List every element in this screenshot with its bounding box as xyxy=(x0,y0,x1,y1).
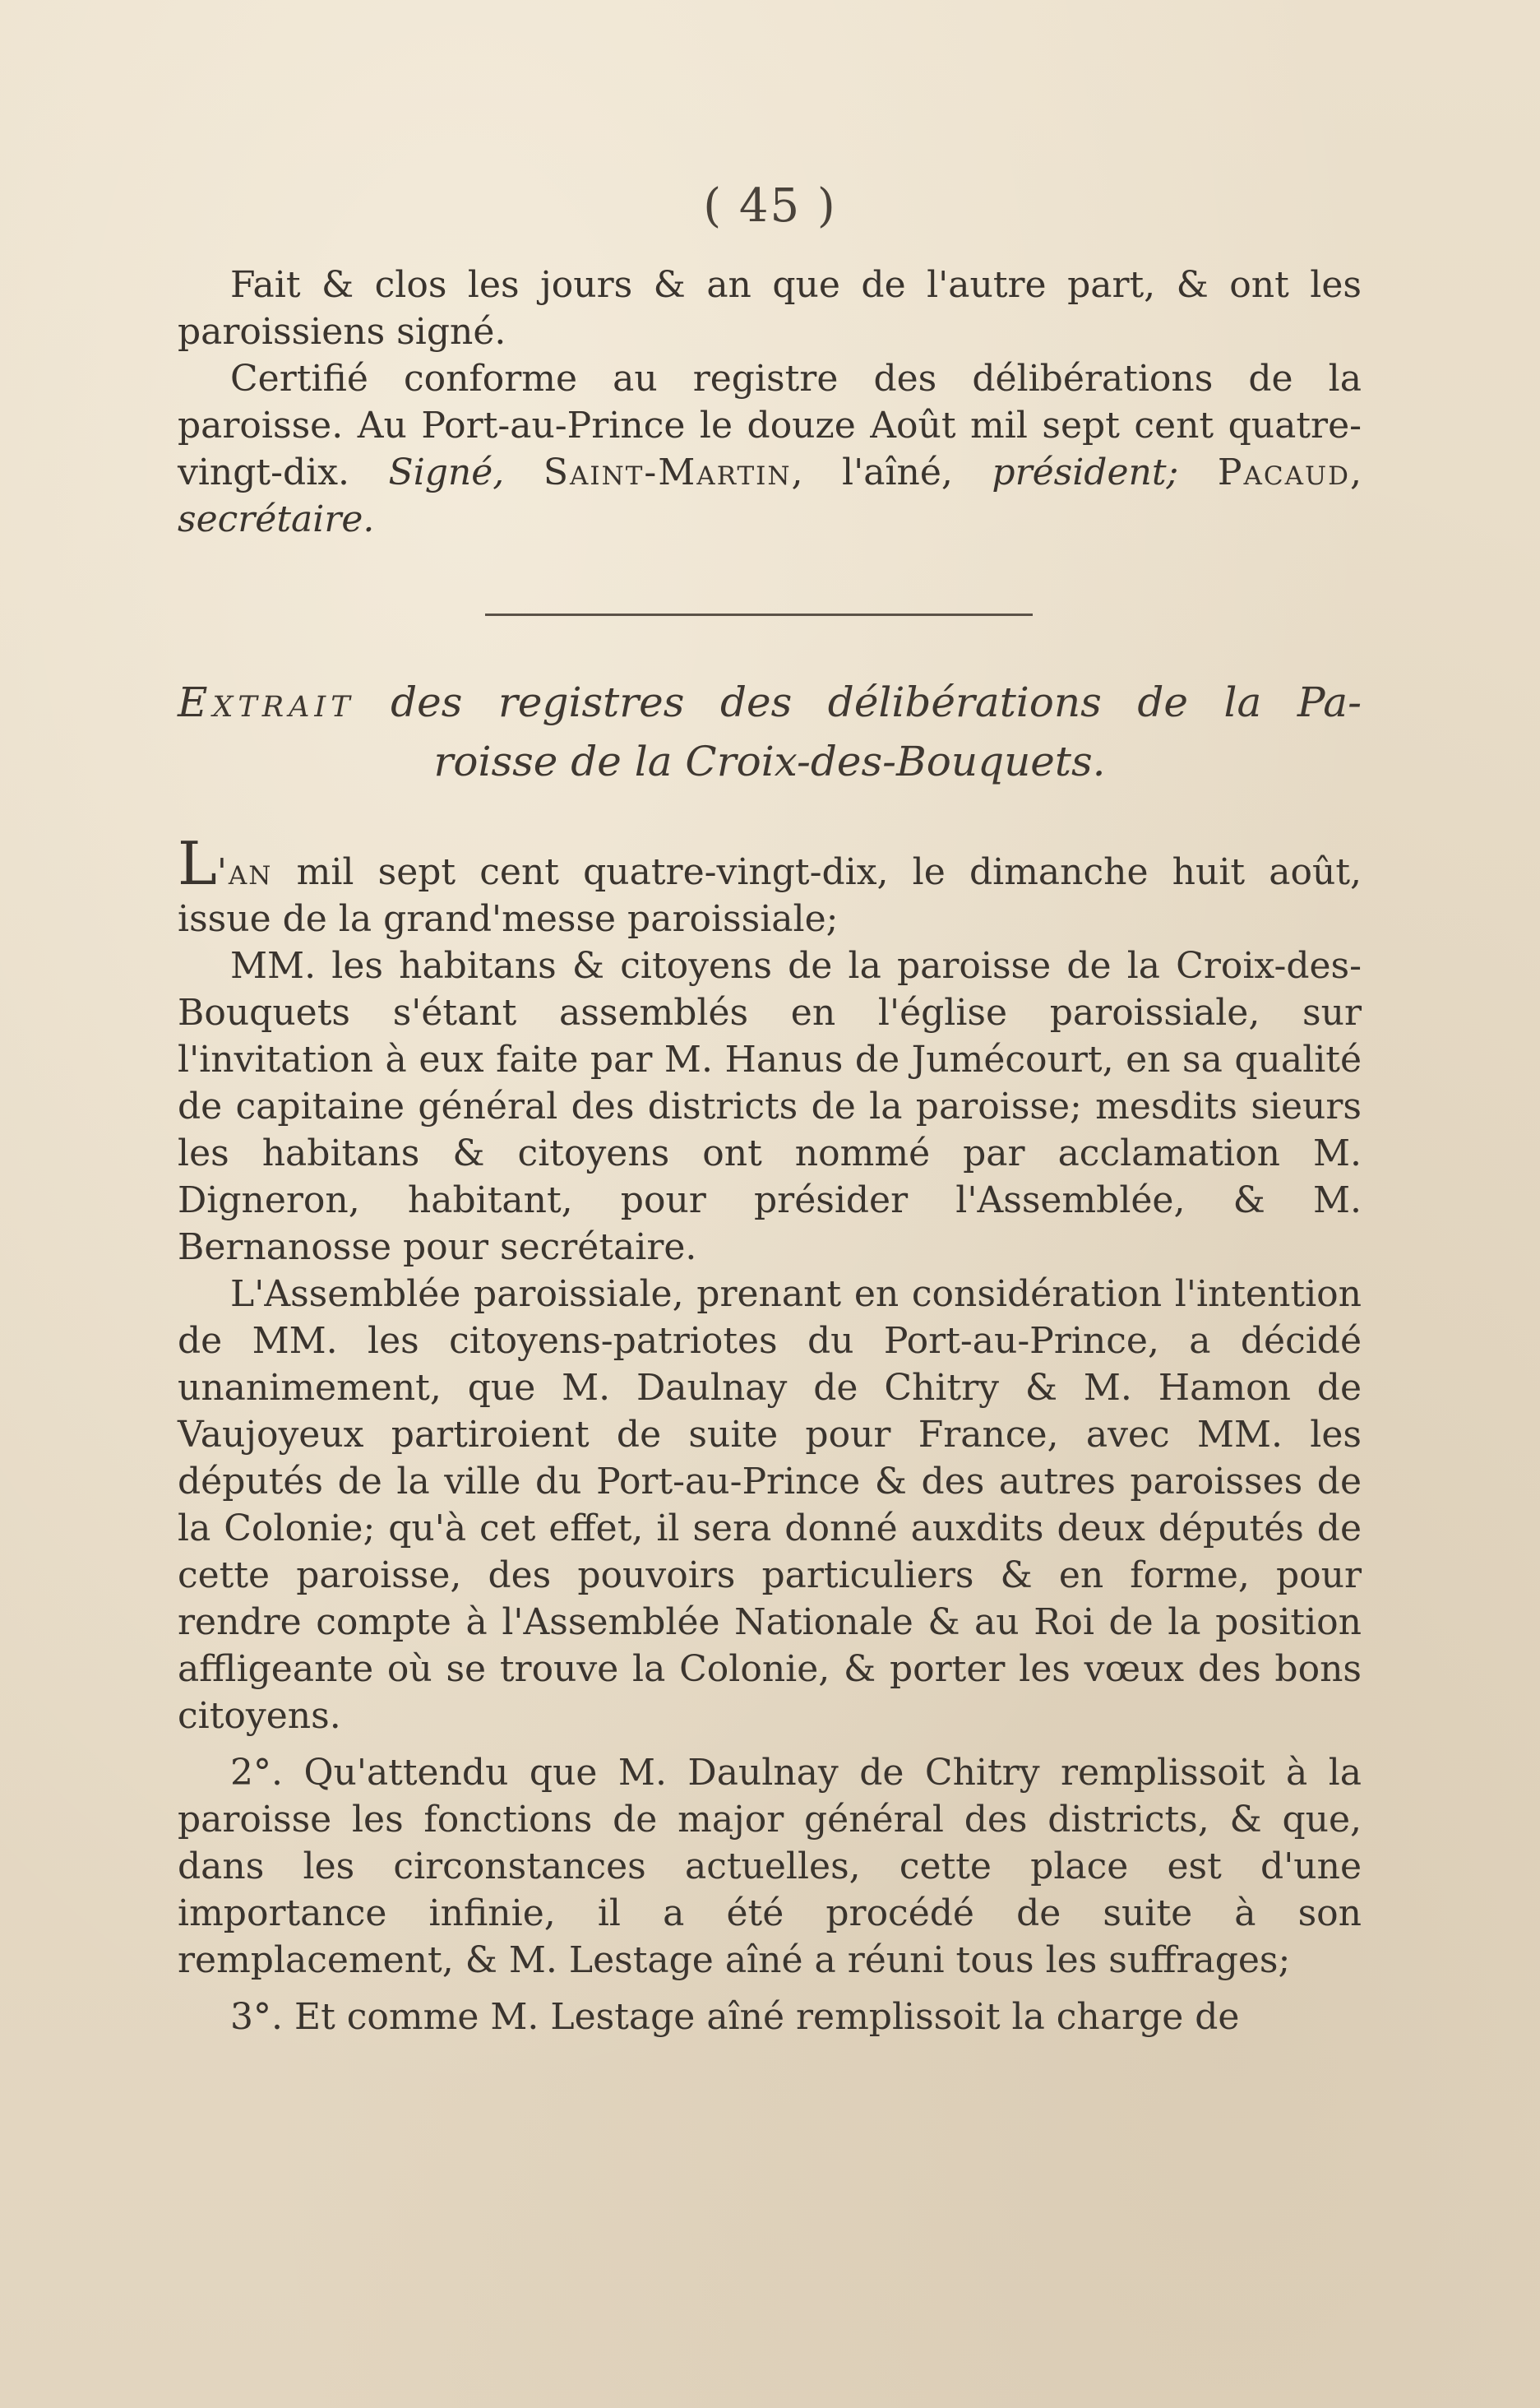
page-number: ( 45 ) xyxy=(703,179,837,233)
closing-paragraph-block xyxy=(178,262,1362,543)
closing-statement: Fait & clos les jours & an que de l'autre part, & ont les paroissiens signé. xyxy=(178,264,1362,353)
president-title: président; xyxy=(992,452,1179,493)
opening-word: 'an xyxy=(216,851,273,893)
heading-line-2: roisse de la Croix-des-Bouquets. xyxy=(433,738,1106,785)
certification-paragraph xyxy=(178,355,1362,543)
paragraph-decision: L'Assemblée paroissiale, prenant en considération l'intention de MM. les citoyens-patriotes du Port-au-Prince, a décidé unanimement, que M. Daulnay de Chitry & M. Hamon de Vaujoyeux partiroient de suite pour France, avec MM. les députés de la ville du Port-au-Prince & des autres paroisses de la Colonie; qu'à cet effet, il sera donné auxdits deux députés de cette paroisse, des pouvoirs particuliers & en forme, pour rendre compte à l'Assemblée Nationale & au Roi de la position affligeante où se trouve la Colonie, & porter les vœux des bons citoyens. xyxy=(178,1273,1362,1737)
deliberation-body xyxy=(178,829,1362,2040)
signe-label: Signé, xyxy=(388,452,505,493)
section-heading xyxy=(178,673,1362,791)
pacaud-comma: , xyxy=(1349,452,1362,493)
signatory-saint-martin: Saint-Martin xyxy=(543,452,792,493)
paragraph-assembly: MM. les habitans & citoyens de la paroisse de la Croix-des-Bouquets s'étant assemblés en l'église paroissiale, sur l'invitation à eux faite par M. Hanus de Jumécourt, en sa qualité de capitaine général des districts de la paroisse; mesdits sieurs les habitans & citoyens ont nommé par acclamation M. Digneron, habitant, pour présider l'Assemblée, & M. Bernanosse pour secrétaire. xyxy=(178,945,1362,1268)
heading-extrait: Extrait xyxy=(178,678,355,726)
paragraph-gap xyxy=(178,1984,1362,1994)
signatory-pacaud: Pacaud xyxy=(1217,452,1350,493)
certification-text: Certifié conforme au registre des délibérations de la paroisse. Au Port-au-Prince le douze Août mil sept cent quatre-vingt-dix. xyxy=(178,358,1362,493)
secretaire-title: secrétaire. xyxy=(178,498,375,540)
paragraph-third-article: 3°. Et comme M. Lestage aîné remplissoit la charge de xyxy=(230,1996,1240,2038)
paragraph-second-article: 2°. Qu'attendu que M. Daulnay de Chitry remplissoit à la paroisse les fonctions de major général des districts, & que, dans les circonstances actuelles, cette place est d'une importance infinie, il a été procédé de suite à son remplacement, & M. Lestage aîné a réuni tous les suffrages; xyxy=(178,1752,1362,1981)
heading-line-1-rest: des registres des délibérations de la Pa- xyxy=(391,678,1362,726)
section-divider xyxy=(485,614,1033,616)
opening-paragraph-text: mil sept cent quatre-vingt-dix, le dimanche huit août, issue de la grand'messe paroissiale; xyxy=(178,851,1362,940)
opening-paragraph xyxy=(178,829,1362,942)
aine-label: , l'aîné, xyxy=(791,452,953,493)
drop-cap: L xyxy=(178,829,217,898)
heading-line-1 xyxy=(178,673,1362,732)
paragraph-gap xyxy=(178,1739,1362,1749)
